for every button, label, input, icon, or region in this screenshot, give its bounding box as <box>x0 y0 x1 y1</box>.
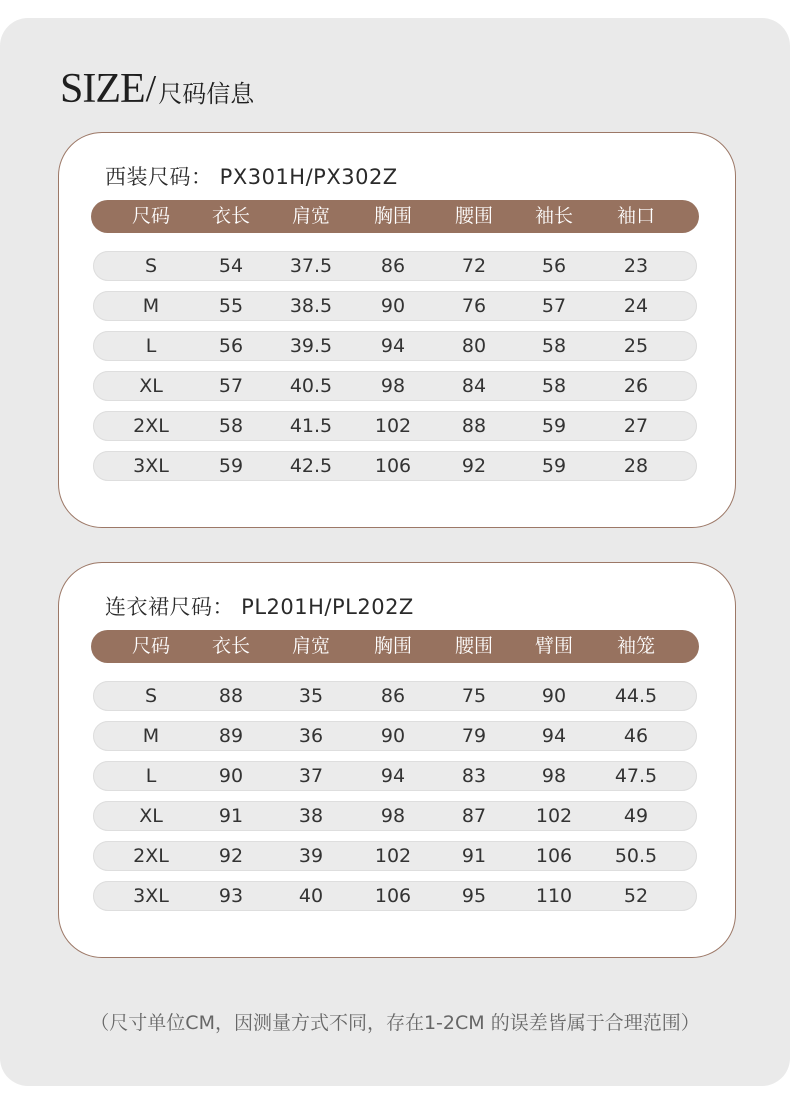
column-header: 袖笼 <box>616 635 655 657</box>
measurement-cell: 89 <box>218 725 244 747</box>
size-label-cell: 3XL <box>133 455 169 477</box>
suit-size-title: 西装尺码： PX301H/PX302Z <box>105 165 398 189</box>
size-label-cell: M <box>142 295 160 317</box>
measurement-cell: 90 <box>380 725 406 747</box>
measurement-cell: 41.5 <box>289 415 333 437</box>
measurement-cell: 88 <box>461 415 487 437</box>
heading-cn: 尺码信息 <box>158 80 255 108</box>
measurement-cell: 54 <box>218 255 244 277</box>
size-label-cell: L <box>145 335 157 357</box>
table-row <box>93 761 697 791</box>
measurement-cell: 46 <box>623 725 649 747</box>
size-label-cell: 2XL <box>133 845 169 867</box>
measurement-cell: 106 <box>374 885 412 907</box>
page-heading <box>60 60 254 110</box>
table-header <box>91 630 699 663</box>
measurement-cell: 91 <box>218 805 244 827</box>
measurement-cell: 94 <box>541 725 567 747</box>
measurement-cell: 25 <box>623 335 649 357</box>
measurement-cell: 76 <box>461 295 487 317</box>
dress-size-card <box>58 562 736 958</box>
measurement-cell: 90 <box>541 685 567 707</box>
column-header: 袖口 <box>616 205 655 227</box>
measurement-cell: 36 <box>298 725 324 747</box>
measurement-cell: 75 <box>461 685 487 707</box>
measurement-cell: 24 <box>623 295 649 317</box>
heading-separator: / <box>145 68 157 110</box>
measurement-cell: 72 <box>461 255 487 277</box>
measurement-cell: 106 <box>535 845 573 867</box>
measurement-footnote: （尺寸单位CM，因测量方式不同，存在1-2CM 的误差皆属于合理范围） <box>90 1012 700 1034</box>
measurement-cell: 44.5 <box>614 685 658 707</box>
column-header: 肩宽 <box>291 205 330 227</box>
table-row <box>93 451 697 481</box>
size-label-cell: XL <box>139 375 163 397</box>
measurement-cell: 57 <box>218 375 244 397</box>
measurement-cell: 102 <box>535 805 573 827</box>
table-row <box>93 721 697 751</box>
measurement-cell: 90 <box>218 765 244 787</box>
column-header: 胸围 <box>373 635 412 657</box>
measurement-cell: 94 <box>380 765 406 787</box>
column-header: 肩宽 <box>291 635 330 657</box>
measurement-cell: 90 <box>380 295 406 317</box>
measurement-cell: 39 <box>298 845 324 867</box>
measurement-cell: 37.5 <box>289 255 333 277</box>
measurement-cell: 58 <box>218 415 244 437</box>
table-row <box>93 371 697 401</box>
measurement-cell: 38.5 <box>289 295 333 317</box>
size-label-cell: S <box>144 255 158 277</box>
table-row <box>93 291 697 321</box>
column-header: 腰围 <box>454 635 493 657</box>
column-header: 臂围 <box>534 635 573 657</box>
measurement-cell: 79 <box>461 725 487 747</box>
measurement-cell: 98 <box>380 375 406 397</box>
measurement-cell: 92 <box>461 455 487 477</box>
measurement-cell: 56 <box>218 335 244 357</box>
table-row <box>93 681 697 711</box>
measurement-cell: 47.5 <box>614 765 658 787</box>
measurement-cell: 39.5 <box>289 335 333 357</box>
measurement-cell: 42.5 <box>289 455 333 477</box>
measurement-cell: 93 <box>218 885 244 907</box>
column-header: 腰围 <box>454 205 493 227</box>
measurement-cell: 86 <box>380 255 406 277</box>
measurement-cell: 92 <box>218 845 244 867</box>
measurement-cell: 102 <box>374 845 412 867</box>
measurement-cell: 106 <box>374 455 412 477</box>
table-header <box>91 200 699 233</box>
measurement-cell: 91 <box>461 845 487 867</box>
column-header: 尺码 <box>131 205 170 227</box>
measurement-cell: 58 <box>541 335 567 357</box>
table-row <box>93 881 697 911</box>
measurement-cell: 95 <box>461 885 487 907</box>
measurement-cell: 83 <box>461 765 487 787</box>
size-label-cell: S <box>144 685 158 707</box>
measurement-cell: 59 <box>541 415 567 437</box>
column-header: 衣长 <box>211 635 250 657</box>
measurement-cell: 94 <box>380 335 406 357</box>
measurement-cell: 84 <box>461 375 487 397</box>
measurement-cell: 98 <box>380 805 406 827</box>
measurement-cell: 37 <box>298 765 324 787</box>
dress-size-title: 连衣裙尺码： PL201H/PL202Z <box>105 595 414 619</box>
column-header: 尺码 <box>131 635 170 657</box>
measurement-cell: 26 <box>623 375 649 397</box>
measurement-cell: 28 <box>623 455 649 477</box>
measurement-cell: 52 <box>623 885 649 907</box>
heading-en: SIZE <box>60 66 145 112</box>
measurement-cell: 49 <box>623 805 649 827</box>
measurement-cell: 88 <box>218 685 244 707</box>
measurement-cell: 40 <box>298 885 324 907</box>
size-label-cell: 3XL <box>133 885 169 907</box>
measurement-cell: 55 <box>218 295 244 317</box>
size-label-cell: M <box>142 725 160 747</box>
measurement-cell: 87 <box>461 805 487 827</box>
column-header: 袖长 <box>534 205 573 227</box>
column-header: 衣长 <box>211 205 250 227</box>
table-row <box>93 841 697 871</box>
measurement-cell: 80 <box>461 335 487 357</box>
measurement-cell: 23 <box>623 255 649 277</box>
table-row <box>93 411 697 441</box>
table-row <box>93 331 697 361</box>
measurement-cell: 50.5 <box>614 845 658 867</box>
measurement-cell: 98 <box>541 765 567 787</box>
measurement-cell: 86 <box>380 685 406 707</box>
measurement-cell: 59 <box>218 455 244 477</box>
table-row <box>93 251 697 281</box>
measurement-cell: 59 <box>541 455 567 477</box>
suit-size-card <box>58 132 736 528</box>
measurement-cell: 56 <box>541 255 567 277</box>
measurement-cell: 35 <box>298 685 324 707</box>
column-header: 胸围 <box>373 205 412 227</box>
measurement-cell: 102 <box>374 415 412 437</box>
measurement-cell: 38 <box>298 805 324 827</box>
table-row <box>93 801 697 831</box>
size-label-cell: XL <box>139 805 163 827</box>
measurement-cell: 40.5 <box>289 375 333 397</box>
size-label-cell: 2XL <box>133 415 169 437</box>
measurement-cell: 110 <box>535 885 573 907</box>
measurement-cell: 27 <box>623 415 649 437</box>
size-label-cell: L <box>145 765 157 787</box>
measurement-cell: 58 <box>541 375 567 397</box>
measurement-cell: 57 <box>541 295 567 317</box>
